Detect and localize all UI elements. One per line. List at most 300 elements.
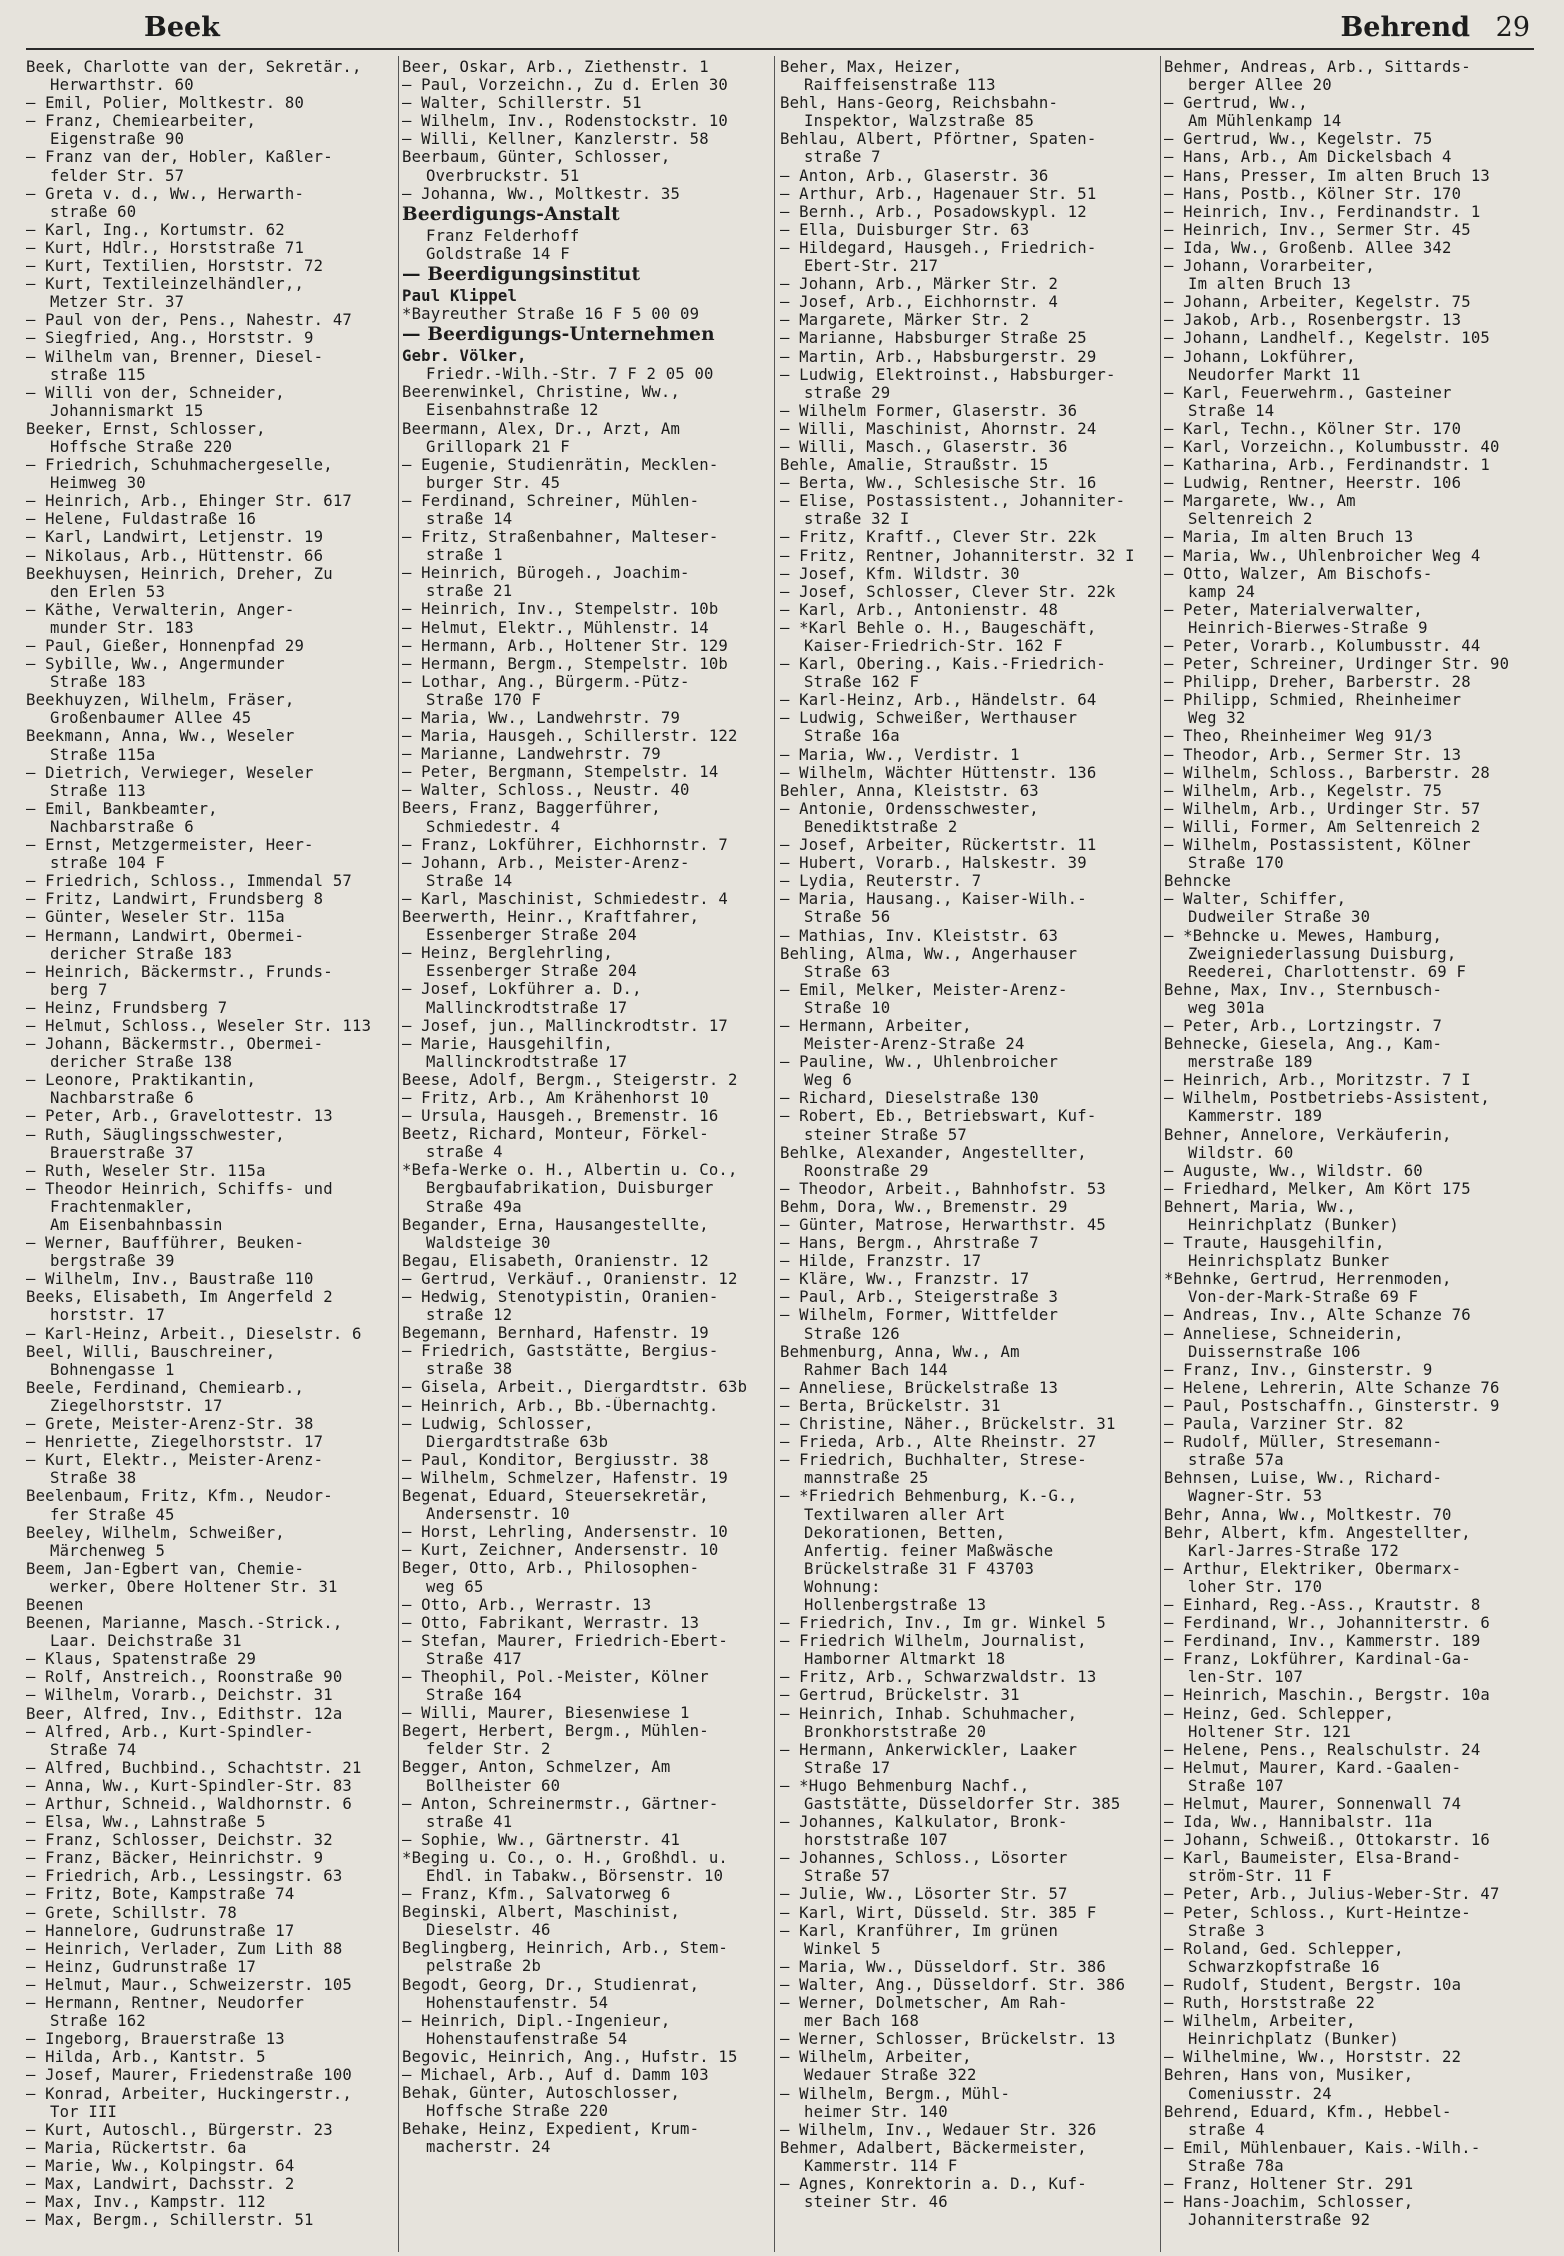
entry-continuation: Märchenweg 5 (50, 1541, 166, 1560)
entry-continuation: berger Allee 20 (1188, 76, 1332, 95)
entry-continuation: Schmiedestr. 4 (426, 817, 561, 836)
directory-entry: — Marianne, Habsburger Straße 25 (780, 329, 1087, 348)
directory-entry: Behnsen, Luise, Ww., Richard- (1164, 1469, 1443, 1488)
directory-entry: — Friedhard, Melker, Am Kört 175 (1164, 1179, 1471, 1198)
directory-entry: — Roland, Ged. Schlepper, (1164, 1939, 1404, 1958)
page-header (26, 6, 1534, 50)
column-1 (26, 58, 394, 2248)
directory-entry: — Johann, Landhelf., Kegelstr. 105 (1164, 329, 1490, 348)
directory-entry: — Hermann, Arb., Holtener Str. 129 (402, 636, 728, 655)
directory-entry: — Traute, Hausgehilfin, (1164, 1234, 1385, 1253)
entry-continuation: Brückelstraße 31 F 43703 (804, 1559, 1035, 1578)
entry-continuation: Heimweg 30 (50, 474, 146, 493)
directory-entry: — Walter, Ang., Düsseldorf. Str. 386 (780, 1975, 1126, 1994)
directory-entry: — *Hugo Behmenburg Nachf., (780, 1776, 1030, 1795)
entry-continuation: straße 12 (426, 1306, 513, 1325)
entry-continuation: Frachtenmakler, (50, 1197, 194, 1216)
entry-continuation: Am Eisenbahnbassin (50, 1216, 223, 1234)
directory-entry: — Kläre, Ww., Franzstr. 17 (780, 1270, 1030, 1289)
directory-entry: — Gertrud, Ww., (1164, 94, 1308, 113)
directory-entry: — Stefan, Maurer, Friedrich-Ebert- (402, 1631, 728, 1650)
entry-continuation: Essenberger Straße 204 (426, 962, 637, 981)
directory-entry: — Ernst, Metzgermeister, Heer- (26, 836, 314, 855)
directory-entry: Beel, Willi, Bauschreiner, (26, 1342, 276, 1361)
directory-entry: — Rudolf, Student, Bergstr. 10a (1164, 1975, 1462, 1994)
directory-entry: Beele, Ferdinand, Chemiearb., (26, 1378, 305, 1397)
directory-entry: — Heinrich, Inv., Sermer Str. 45 (1164, 220, 1471, 239)
entry-continuation: Karl-Jarres-Straße 172 (1188, 1541, 1399, 1560)
entry-continuation: straße 7 (804, 148, 881, 167)
directory-entry: — Anneliese, Brückelstraße 13 (780, 1378, 1059, 1397)
directory-entry: — Emil, Melker, Meister-Arenz- (780, 980, 1068, 999)
directory-entry: — Paul, Vorzeichn., Zu d. Erlen 30 (402, 76, 728, 95)
directory-entry: — Wilhelm, Arb., Urdinger Str. 57 (1164, 799, 1481, 818)
directory-entry: — Heinrich, Bürogeh., Joachim- (402, 564, 690, 583)
directory-entry: — Friedrich, Inv., Im gr. Winkel 5 (780, 1614, 1106, 1633)
entry-continuation: Tor III (50, 2102, 118, 2121)
column-divider (774, 56, 775, 2252)
entry-continuation: pelstraße 2b (426, 1957, 542, 1976)
directory-entry: — Mathias, Inv. Kleiststr. 63 (780, 926, 1059, 945)
directory-entry: — Alfred, Buchbind., Schachtstr. 21 (26, 1758, 362, 1777)
entry-continuation: Nachbarstraße 6 (50, 1089, 194, 1108)
entry-continuation: Großenbaumer Allee 45 (50, 709, 252, 728)
directory-entry: — Karl, Maschinist, Schmiedestr. 4 (402, 889, 728, 908)
entry-continuation: mer Bach 168 (804, 2012, 920, 2031)
entry-continuation: Roonstraße 29 (804, 1161, 929, 1180)
directory-entry: — Willi von der, Schneider, (26, 383, 285, 402)
directory-entry: — Ferdinand, Wr., Johanniterstr. 6 (1164, 1614, 1490, 1633)
directory-entry: — Johannes, Kalkulator, Bronk- (780, 1813, 1068, 1832)
directory-entry: — Hildegard, Hausgeh., Friedrich- (780, 238, 1097, 257)
entry-continuation: Meister-Arenz-Straße 24 (804, 1035, 1025, 1054)
entry-continuation: Straße 10 (804, 998, 891, 1017)
directory-entry: Beekhuysen, Heinrich, Dreher, Zu (26, 564, 333, 583)
directory-entry: — Kurt, Zeichner, Andersenstr. 10 (402, 1541, 719, 1560)
entry-continuation: horststraße 107 (804, 1831, 948, 1850)
directory-entry: — Karl, Wirt, Düsseld. Str. 385 F (780, 1903, 1097, 1922)
directory-entry: — Hermann, Ankerwickler, Laaker (780, 1740, 1078, 1759)
entry-continuation: Waldsteige 30 (426, 1233, 551, 1252)
entry-continuation: Straße 56 (804, 908, 891, 927)
entry-continuation: straße 57a (1188, 1451, 1284, 1470)
directory-entry: — Marie, Hausgehilfin, (402, 1034, 613, 1053)
directory-entry: — Peter, Vorarb., Kolumbusstr. 44 (1164, 637, 1481, 655)
directory-entry: — Helmut, Maurer, Sonnenwall 74 (1164, 1795, 1462, 1813)
entry-continuation: Bollheister 60 (426, 1776, 561, 1795)
entry-continuation: straße 41 (426, 1812, 513, 1831)
directory-entry: Beger, Otto, Arb., Philosophen- (402, 1559, 700, 1578)
directory-entry: — Fritz, Arb., Schwarzwaldstr. 13 (780, 1668, 1097, 1687)
directory-entry: — Heinz, Ged. Schlepper, (1164, 1704, 1395, 1723)
page-number: 29 (1495, 12, 1530, 43)
directory-entry: Goldstraße 14 F (426, 244, 570, 263)
directory-entry: — Ferdinand, Inv., Kammerstr. 189 (1164, 1632, 1481, 1651)
entry-continuation: Wohnung: (804, 1577, 881, 1596)
section-heading: — Beerdigungs-Unternehmen (402, 324, 715, 346)
entry-continuation: Winkel 5 (804, 1939, 881, 1958)
column-4 (1164, 58, 1536, 2248)
directory-entry: — Paul, Postschaffn., Ginsterstr. 9 (1164, 1396, 1500, 1415)
entry-continuation: straße 4 (426, 1143, 503, 1162)
directory-entry: — Josef, Schlosser, Clever Str. 22k (780, 582, 1116, 601)
directory-entry: Behmer, Andreas, Arb., Sittards- (1164, 58, 1471, 76)
directory-entry: Behlke, Alexander, Angestellter, (780, 1143, 1087, 1162)
directory-entry: — Franz, Chemiearbeiter, (26, 112, 257, 131)
directory-entry: — Johann, Arb., Meister-Arenz- (402, 853, 690, 872)
directory-entry: — Peter, Arb., Gravelottestr. 13 (26, 1107, 333, 1126)
directory-entry: — Theo, Rheinheimer Weg 91/3 (1164, 727, 1433, 746)
directory-entry: Beek, Charlotte van der, Sekretär., (26, 58, 362, 76)
directory-entry: — Kurt, Textileinzelhändler,, (26, 275, 305, 294)
entry-continuation: Straße 14 (426, 871, 513, 890)
entry-continuation: loher Str. 170 (1188, 1577, 1323, 1596)
directory-entry: — Theodor Heinrich, Schiffs- und (26, 1179, 333, 1198)
directory-entry: — Karl, Baumeister, Elsa-Brand- (1164, 1849, 1462, 1868)
directory-entry: Friedr.-Wilh.-Str. 7 F 2 05 00 (426, 365, 714, 384)
directory-entry: — Fritz, Straßenbahner, Malteser- (402, 528, 719, 547)
directory-entry: Behnecke, Giesela, Ang., Kam- (1164, 1035, 1443, 1054)
entry-continuation: Kaiser-Friedrich-Str. 162 F (804, 637, 1063, 655)
directory-entry: — Karl, Ing., Kortumstr. 62 (26, 220, 285, 239)
directory-entry: — Alfred, Arb., Kurt-Spindler- (26, 1722, 314, 1741)
entry-continuation: Rahmer Bach 144 (804, 1360, 948, 1379)
entry-continuation: bergstraße 39 (50, 1252, 175, 1271)
directory-entry: Behlau, Albert, Pförtner, Spaten- (780, 130, 1097, 149)
directory-entry: Behren, Hans von, Musiker, (1164, 2066, 1414, 2085)
directory-entry: — Hubert, Vorarb., Halskestr. 39 (780, 854, 1087, 873)
entry-continuation: heimer Str. 140 (804, 2102, 948, 2121)
entry-continuation: straße 4 (1188, 2120, 1265, 2139)
directory-entry: Beetz, Richard, Monteur, Förkel- (402, 1125, 709, 1144)
entry-continuation: Eisenbahnstraße 12 (426, 401, 599, 420)
directory-entry: — Max, Bergm., Schillerstr. 51 (26, 2211, 314, 2230)
directory-entry: — Johann, Schweiß., Ottokarstr. 16 (1164, 1831, 1490, 1850)
entry-continuation: Duissernstraße 106 (1188, 1342, 1361, 1361)
directory-entry: Begodt, Georg, Dr., Studienrat, (402, 1975, 700, 1994)
directory-entry: Beer, Oskar, Arb., Ziethenstr. 1 (402, 58, 709, 76)
directory-entry: — Kurt, Elektr., Meister-Arenz- (26, 1451, 324, 1470)
entry-continuation: Mallinckrodtstraße 17 (426, 1052, 628, 1071)
entry-continuation: Straße 107 (1188, 1776, 1284, 1795)
directory-entry: — Leonore, Praktikantin, (26, 1071, 257, 1090)
directory-entry: — Paul, Arb., Steigerstraße 3 (780, 1288, 1059, 1307)
entry-continuation: Straße 183 (50, 673, 146, 692)
entry-continuation: burger Str. 45 (426, 473, 561, 492)
directory-entry: — Johann, Arbeiter, Kegelstr. 75 (1164, 293, 1471, 312)
directory-entry: — Hans, Presser, Im alten Bruch 13 (1164, 166, 1490, 185)
directory-entry: — *Behncke u. Mewes, Hamburg, (1164, 926, 1443, 945)
directory-entry: Paul Klippel (402, 286, 518, 305)
entry-continuation: Im alten Bruch 13 (1188, 275, 1351, 294)
entry-continuation: Straße 162 F (804, 673, 920, 692)
directory-entry: — Ludwig, Elektroinst., Habsburger- (780, 365, 1116, 384)
directory-entry: — Berta, Brückelstr. 31 (780, 1396, 1001, 1415)
entry-continuation: Herwarthstr. 60 (50, 76, 194, 95)
entry-continuation: Nachbarstraße 6 (50, 817, 194, 836)
directory-entry: — Walter, Schiffer, (1164, 890, 1347, 909)
directory-entry: — Peter, Arb., Julius-Weber-Str. 47 (1164, 1885, 1500, 1904)
entry-continuation: Heinrichplatz (Bunker) (1188, 2030, 1399, 2049)
directory-entry: — Johann, Bäckermstr., Obermei- (26, 1035, 324, 1054)
entry-continuation: weg 301a (1188, 998, 1265, 1017)
directory-entry: — Michael, Arb., Auf d. Damm 103 (402, 2066, 709, 2085)
directory-entry: — Josef, Maurer, Friedenstraße 100 (26, 2066, 352, 2085)
directory-entry: Beem, Jan-Egbert van, Chemie- (26, 1559, 305, 1578)
entry-continuation: Straße 115a (50, 745, 156, 764)
entry-continuation: Kammerstr. 189 (1188, 1107, 1323, 1126)
directory-entry: — Hans, Bergm., Ahrstraße 7 (780, 1234, 1039, 1253)
entry-continuation: Straße 63 (804, 962, 891, 981)
directory-entry: — Peter, Arb., Lortzingstr. 7 (1164, 1016, 1443, 1035)
directory-entry: Beeks, Elisabeth, Im Angerfeld 2 (26, 1288, 333, 1307)
directory-entry: — Max, Landwirt, Dachsstr. 2 (26, 2174, 295, 2193)
directory-entry: — Käthe, Verwalterin, Anger- (26, 600, 295, 619)
directory-entry: — Hannelore, Gudrunstraße 17 (26, 1921, 295, 1940)
entry-continuation: munder Str. 183 (50, 618, 194, 637)
directory-entry: — Anna, Ww., Kurt-Spindler-Str. 83 (26, 1776, 352, 1795)
entry-continuation: Heinrich-Bierwes-Straße 9 (1188, 618, 1428, 637)
entry-continuation: Bergbaufabrikation, Duisburger (426, 1179, 714, 1198)
directory-entry: — Franz, Lokführer, Eichhornstr. 7 (402, 835, 728, 854)
entry-continuation: ström-Str. 11 F (1188, 1867, 1332, 1886)
directory-entry: Begemann, Bernhard, Hafenstr. 19 (402, 1324, 709, 1343)
entry-continuation: Essenberger Straße 204 (426, 926, 637, 945)
directory-entry: — Auguste, Ww., Wildstr. 60 (1164, 1161, 1423, 1180)
directory-entry: — Theodor, Arb., Sermer Str. 13 (1164, 745, 1462, 764)
directory-entry: — Wilhelmine, Ww., Horststr. 22 (1164, 2048, 1462, 2067)
directory-entry: — Heinrich, Verlader, Zum Lith 88 (26, 1939, 343, 1958)
entry-continuation: kamp 24 (1188, 582, 1256, 601)
entry-continuation: fer Straße 45 (50, 1505, 175, 1524)
entry-continuation: Straße 3 (1188, 1921, 1265, 1940)
directory-entry: — Christine, Näher., Brückelstr. 31 (780, 1415, 1116, 1434)
entry-continuation: weg 65 (426, 1577, 484, 1596)
directory-entry: — Karl, Arb., Antonienstr. 48 (780, 600, 1059, 619)
entry-continuation: Straße 113 (50, 781, 146, 800)
directory-entry: — Margarete, Ww., Am (1164, 492, 1356, 511)
directory-entry: — Emil, Polier, Moltkestr. 80 (26, 94, 305, 113)
entry-continuation: Dudweiler Straße 30 (1188, 908, 1371, 927)
entry-continuation: Straße 17 (804, 1758, 891, 1777)
directory-entry: — Wilhelm, Arbeiter, (780, 2048, 972, 2067)
directory-entry: Beginski, Albert, Maschinist, (402, 1903, 681, 1922)
directory-entry: — Ruth, Horststraße 22 (1164, 1994, 1375, 2013)
directory-entry: — Maria, Hausgeh., Schillerstr. 122 (402, 727, 738, 746)
directory-entry: — Hans-Joachim, Schlosser, (1164, 2193, 1414, 2212)
directory-entry: — Klaus, Spatenstraße 29 (26, 1650, 257, 1669)
entry-continuation: Wagner-Str. 53 (1188, 1487, 1323, 1506)
directory-entry: — Willi, Maurer, Biesenwiese 1 (402, 1704, 690, 1723)
directory-entry: Behner, Annelore, Verkäuferin, (1164, 1125, 1452, 1144)
entry-continuation: dericher Straße 138 (50, 1053, 233, 1072)
directory-entry: — Ingeborg, Brauerstraße 13 (26, 2030, 285, 2049)
directory-entry: — Franz, Kfm., Salvatorweg 6 (402, 1885, 671, 1904)
directory-entry: — Hilde, Franzstr. 17 (780, 1252, 982, 1271)
directory-entry: — Wilhelm, Arb., Kegelstr. 75 (1164, 781, 1443, 800)
directory-entry: Behm, Dora, Ww., Bremenstr. 29 (780, 1197, 1068, 1216)
directory-entry: — Anneliese, Schneiderin, (1164, 1324, 1404, 1343)
directory-entry: — Gertrud, Brückelstr. 31 (780, 1686, 1020, 1705)
directory-entry: — Siegfried, Ang., Horststr. 9 (26, 329, 314, 348)
entry-continuation: Seltenreich 2 (1188, 510, 1313, 529)
directory-entry: Behnert, Maria, Ww., (1164, 1197, 1356, 1216)
directory-entry: — Wilhelm van, Brenner, Diesel- (26, 347, 324, 366)
directory-entry: — Ida, Ww., Hannibalstr. 11a (1164, 1813, 1433, 1832)
directory-entry: Beekmann, Anna, Ww., Weseler (26, 727, 295, 746)
directory-entry: Begenat, Eduard, Steuersekretär, (402, 1487, 709, 1506)
entry-continuation: straße 38 (426, 1360, 513, 1379)
directory-entry: — Ella, Duisburger Str. 63 (780, 220, 1030, 239)
entry-continuation: Straße 170 (1188, 854, 1284, 873)
directory-entry: — Arthur, Arb., Hagenauer Str. 51 (780, 184, 1097, 203)
entry-continuation: Holtener Str. 121 (1188, 1722, 1351, 1741)
directory-entry: — Karl, Obering., Kais.-Friedrich- (780, 655, 1106, 674)
directory-entry: — Paula, Varziner Str. 82 (1164, 1415, 1404, 1434)
directory-entry: — Josef, Arbeiter, Rückertstr. 11 (780, 836, 1097, 855)
directory-entry: — Lydia, Reuterstr. 7 (780, 872, 982, 891)
entry-continuation: Straße 49a (426, 1197, 522, 1216)
directory-entry: — Wilhelm, Postassistent, Kölner (1164, 836, 1471, 855)
directory-entry: — Heinrich, Inv., Ferdinandstr. 1 (1164, 202, 1481, 221)
directory-entry: Behler, Anna, Kleiststr. 63 (780, 781, 1039, 800)
directory-entry: Behne, Max, Inv., Sternbusch- (1164, 980, 1443, 999)
entry-continuation: Weg 6 (804, 1071, 852, 1090)
entry-continuation: straße 1 (426, 546, 503, 565)
directory-entry: — Johannes, Schloss., Lösorter (780, 1849, 1068, 1868)
directory-entry: — Paul, Konditor, Bergiusstr. 38 (402, 1450, 709, 1469)
directory-entry: — Hermann, Bergm., Stempelstr. 10b (402, 654, 728, 673)
directory-entry: — Franz, Inv., Ginsterstr. 9 (1164, 1360, 1433, 1379)
directory-entry: — Johann, Vorarbeiter, (1164, 257, 1375, 276)
entry-continuation: Brauerstraße 37 (50, 1143, 194, 1162)
entry-continuation: Diergardtstraße 63b (426, 1432, 609, 1451)
directory-entry: Behl, Hans-Georg, Reichsbahn- (780, 94, 1059, 113)
entry-continuation: Hohenstaufenstraße 54 (426, 2029, 628, 2048)
directory-entry: — Karl, Feuerwehrm., Gasteiner (1164, 383, 1452, 402)
directory-entry: — Berta, Ww., Schlesische Str. 16 (780, 474, 1097, 493)
entry-continuation: Reederei, Charlottenstr. 69 F (1188, 962, 1467, 981)
entry-continuation: Bohnengasse 1 (50, 1360, 175, 1379)
entry-continuation: straße 32 I (804, 510, 910, 529)
entry-continuation: Johannismarkt 15 (50, 401, 204, 420)
entry-continuation: dericher Straße 183 (50, 944, 233, 963)
directory-entry: — Rolf, Anstreich., Roonstraße 90 (26, 1668, 343, 1687)
entry-continuation: Straße 126 (804, 1324, 900, 1343)
directory-entry: — Kurt, Textilien, Horststr. 72 (26, 257, 324, 276)
directory-entry: — Paul von der, Pens., Nahestr. 47 (26, 311, 352, 330)
directory-entry: — Friedrich, Gaststätte, Bergius- (402, 1342, 719, 1361)
directory-entry: Beerenwinkel, Christine, Ww., (402, 383, 681, 402)
directory-entry: Beekhuyzen, Wilhelm, Fräser, (26, 691, 295, 710)
directory-entry: Beher, Max, Heizer, (780, 58, 963, 76)
directory-entry: — Ruth, Weseler Str. 115a (26, 1161, 266, 1180)
directory-entry: — Willi, Maschinist, Ahornstr. 24 (780, 419, 1097, 438)
entry-continuation: straße 21 (426, 582, 513, 601)
entry-continuation: steiner Straße 57 (804, 1125, 967, 1144)
directory-entry: — Helene, Lehrerin, Alte Schanze 76 (1164, 1378, 1500, 1397)
directory-entry: — Marianne, Landwehrstr. 79 (402, 745, 661, 764)
column-divider (1160, 56, 1161, 2252)
entry-continuation: Straße 16a (804, 727, 900, 746)
directory-entry: — Helene, Fuldastraße 16 (26, 510, 257, 529)
directory-entry: — Ludwig, Rentner, Heerstr. 106 (1164, 474, 1462, 493)
directory-entry: — Maria, Im alten Bruch 13 (1164, 528, 1414, 547)
directory-entry: — Helene, Pens., Realschulstr. 24 (1164, 1740, 1481, 1759)
entry-continuation: Hohenstaufenstr. 54 (426, 1993, 609, 2012)
directory-entry: — Andreas, Inv., Alte Schanze 76 (1164, 1306, 1471, 1325)
entry-continuation: Dekorationen, Betten, (804, 1523, 1006, 1542)
directory-entry: — Karl, Landwirt, Letjenstr. 19 (26, 528, 324, 547)
entry-continuation: Grillopark 21 F (426, 437, 570, 456)
directory-entry: Behling, Alma, Ww., Angerhauser (780, 944, 1078, 963)
entry-continuation: Heinrichsplatz Bunker (1188, 1252, 1390, 1271)
directory-entry: — Heinz, Gudrunstraße 17 (26, 1957, 257, 1976)
entry-continuation: Andersenstr. 10 (426, 1505, 570, 1524)
directory-entry: — Greta v. d., Ww., Herwarth- (26, 184, 305, 203)
directory-entry: — Werner, Schlosser, Brückelstr. 13 (780, 2030, 1116, 2049)
entry-continuation: Gaststätte, Düsseldorfer Str. 385 (804, 1795, 1121, 1813)
directory-entry: — Walter, Schloss., Neustr. 40 (402, 781, 690, 800)
directory-entry: — Josef, Lokführer a. D., (402, 980, 642, 999)
directory-entry: — Elsa, Ww., Lahnstraße 5 (26, 1813, 266, 1832)
directory-entry: Beerwerth, Heinr., Kraftfahrer, (402, 908, 700, 927)
directory-entry: — Maria, Ww., Verdistr. 1 (780, 745, 1020, 764)
directory-entry: — Peter, Bergmann, Stempelstr. 14 (402, 763, 719, 782)
entry-continuation: Straße 74 (50, 1740, 137, 1759)
directory-entry: — Wilhelm, Schmelzer, Hafenstr. 19 (402, 1468, 728, 1487)
directory-entry: Behmenburg, Anna, Ww., Am (780, 1342, 1020, 1361)
entry-continuation: felder Str. 2 (426, 1740, 551, 1759)
column-divider (398, 56, 399, 2252)
entry-continuation: Textilwaren aller Art (804, 1505, 1006, 1524)
entry-continuation: felder Str. 57 (50, 166, 185, 185)
entry-continuation: Laar. Deichstraße 31 (50, 1632, 242, 1651)
directory-entry: Begander, Erna, Hausangestellte, (402, 1215, 709, 1234)
directory-entry: — Grete, Meister-Arenz-Str. 38 (26, 1415, 314, 1434)
directory-entry: — Peter, Schloss., Kurt-Heintze- (1164, 1903, 1471, 1922)
directory-entry: — Anton, Arb., Glaserstr. 36 (780, 166, 1049, 185)
directory-entry: — Sophie, Ww., Gärtnerstr. 41 (402, 1830, 681, 1849)
directory-entry: — Richard, Dieselstraße 130 (780, 1089, 1039, 1108)
directory-entry: — Otto, Walzer, Am Bischofs- (1164, 564, 1433, 583)
directory-entry: — Theophil, Pol.-Meister, Kölner (402, 1667, 709, 1686)
directory-entry: — Wilhelm, Vorarb., Deichstr. 31 (26, 1686, 333, 1705)
directory-entry: — Friedrich, Schloss., Immendal 57 (26, 872, 352, 891)
directory-entry: — Kurt, Autoschl., Bürgerstr. 23 (26, 2120, 333, 2139)
entry-continuation: Wildstr. 60 (1188, 1143, 1294, 1162)
directory-entry: — Wilhelm, Wächter Hüttenstr. 136 (780, 763, 1097, 782)
directory-entry: — Fritz, Arb., Am Krähenhorst 10 (402, 1088, 709, 1107)
directory-entry: — Robert, Eb., Betriebswart, Kuf- (780, 1107, 1097, 1126)
directory-entry: — Peter, Materialverwalter, (1164, 600, 1423, 619)
directory-entry: — Peter, Schreiner, Urdinger Str. 90 (1164, 655, 1510, 674)
directory-entry: — Franz, Schlosser, Deichstr. 32 (26, 1831, 333, 1850)
directory-entry: — Heinrich, Inv., Stempelstr. 10b (402, 600, 719, 619)
directory-entry: — Willi, Kellner, Kanzlerstr. 58 (402, 130, 709, 149)
directory-entry: — Wilhelm, Bergm., Mühl- (780, 2084, 1011, 2103)
directory-entry: — Ida, Ww., Großenb. Allee 342 (1164, 238, 1452, 257)
directory-entry: — Heinrich, Bäckermstr., Frunds- (26, 962, 333, 981)
directory-entry: Behle, Amalie, Straußstr. 15 (780, 456, 1049, 475)
directory-entry: — Willi, Former, Am Seltenreich 2 (1164, 817, 1481, 836)
directory-entry: — Theodor, Arbeit., Bahnhofstr. 53 (780, 1179, 1106, 1198)
directory-entry: Behr, Anna, Ww., Moltkestr. 70 (1164, 1505, 1452, 1524)
directory-entry: Behrend, Eduard, Kfm., Hebbel- (1164, 2102, 1452, 2121)
directory-entry: — Wilhelm, Inv., Wedauer Str. 326 (780, 2120, 1097, 2139)
directory-entry: — Friedrich Wilhelm, Journalist, (780, 1632, 1087, 1651)
directory-entry: — Fritz, Kraftf., Clever Str. 22k (780, 528, 1097, 547)
